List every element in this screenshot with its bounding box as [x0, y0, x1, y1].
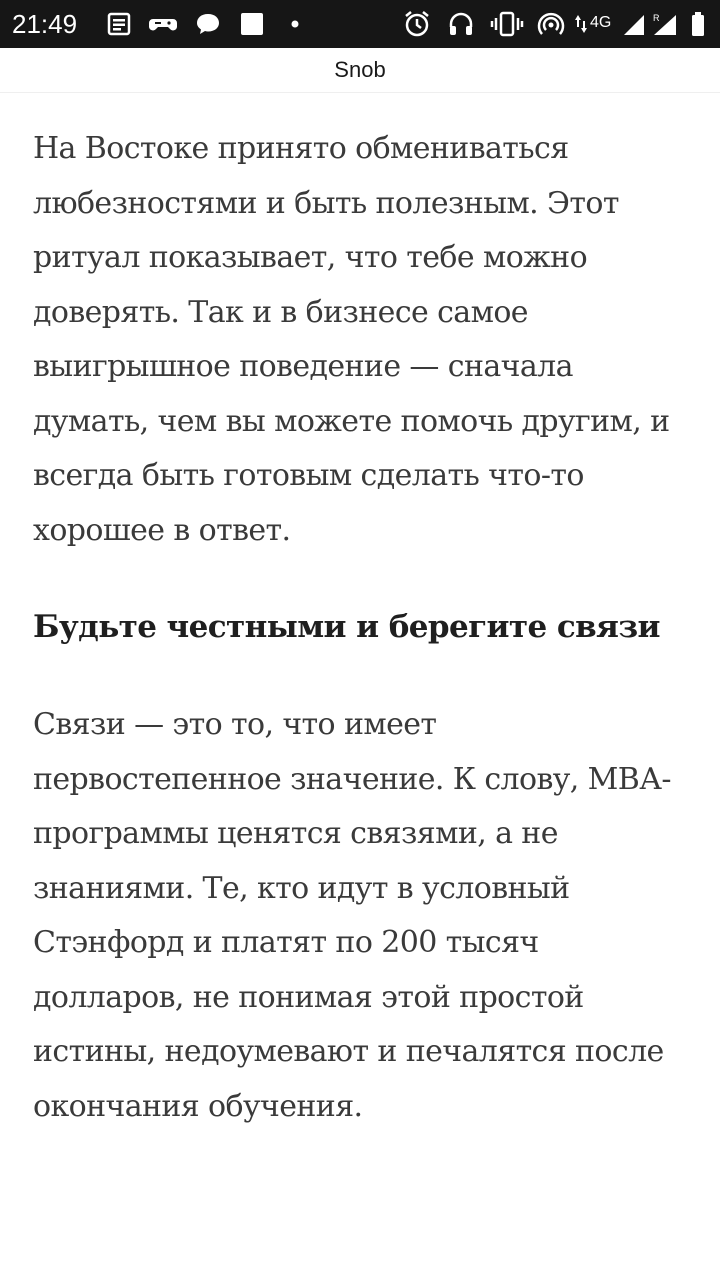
status-time: 21:49	[12, 9, 78, 39]
roaming-signal-icon	[652, 0, 680, 48]
battery-icon	[690, 0, 706, 48]
article-paragraph: На Востоке принято обмениваться любезностями и быть полезным. Этот ритуал показывает, что тебе можно доверять. Так и в бизнесе самое выигрышное поведение — сначала думать, чем вы можете помочь другим, и всегда быть готовым сделать что-то хорошее в ответ.	[33, 131, 670, 548]
dot-icon	[290, 0, 300, 48]
chat-bubble-icon	[194, 0, 222, 48]
square-app-icon	[240, 0, 264, 48]
signal-icon	[622, 0, 646, 48]
alarm-icon	[402, 0, 432, 48]
network-type-label: 4G	[590, 14, 612, 31]
hotspot-icon	[536, 0, 566, 48]
article-subheading: Будьте честными и берегите связи	[33, 609, 660, 645]
article-paragraph: Связи — это то, что имеет первостепенное значение. К слову, МВА-программы ценятся связями, а не знаниями. Те, кто идут в условный Стэнфорд и платят по 200 тысяч долларов, не понимая этой простой истины, недоумевают и печалятся после окончания обучения.	[33, 707, 671, 1124]
app-title: Snob	[334, 57, 386, 82]
app-bar	[0, 48, 720, 93]
article-body	[33, 122, 693, 1134]
svg-text:R: R	[653, 13, 660, 23]
status-bar	[0, 0, 720, 48]
news-icon	[106, 0, 132, 48]
gamepad-icon	[148, 0, 178, 48]
data-arrows-icon	[574, 0, 588, 48]
vibrate-icon	[490, 0, 524, 48]
headset-icon	[446, 0, 476, 48]
